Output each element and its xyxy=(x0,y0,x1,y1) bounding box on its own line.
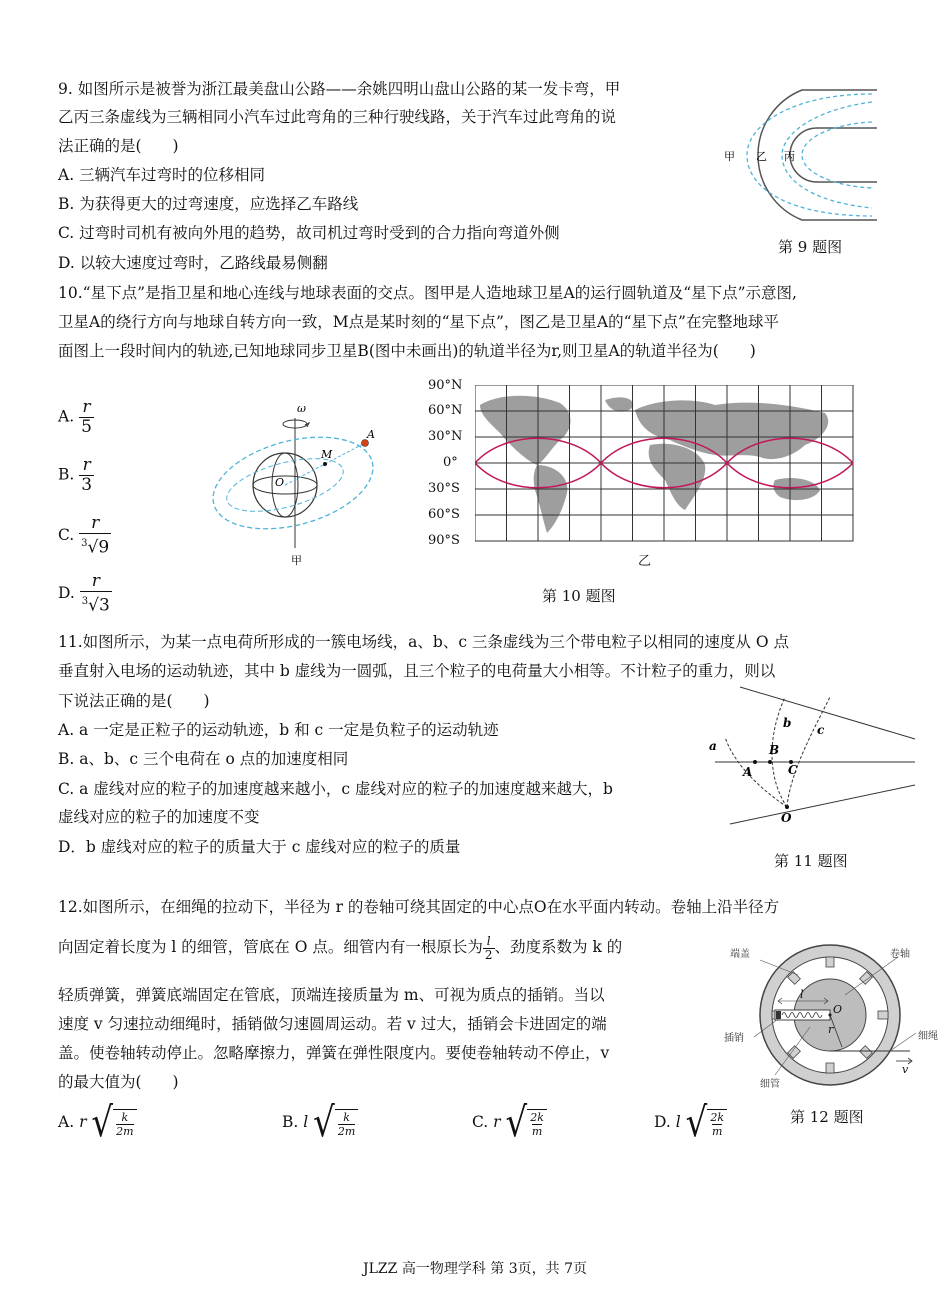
label-point-b: B xyxy=(769,743,780,757)
q10-caption: 第 10 题图 xyxy=(542,587,616,605)
label-point-a: A xyxy=(743,765,753,779)
q9-line-3: 法正确的是( ) xyxy=(58,137,179,155)
q10-option-b: B. $\frac{r}{3}$ xyxy=(58,455,93,495)
q11-line-3: 下说法正确的是( ) xyxy=(58,692,210,710)
q10-line-3: 面图上一段时间内的轨迹,已知地球同步卫星B(图中未画出)的轨道半径为r,则卫星A的轨道半径为( ) xyxy=(58,342,756,360)
q9-line-1: 9. 如图所示是被誉为浙江最美盘山公路——余姚四明山盘山公路的某一发卡弯，甲 xyxy=(58,80,621,98)
q12-reel-figure xyxy=(720,935,945,1105)
lat-90n: 90°N xyxy=(428,378,463,393)
q12-option-a: A. r √ k 2m xyxy=(58,1106,137,1140)
lat-60n: 60°N xyxy=(428,403,463,418)
pin xyxy=(776,1011,781,1019)
label-point-c: C xyxy=(788,763,798,777)
label-l: l xyxy=(800,988,804,1001)
label-m: M xyxy=(321,448,333,461)
q10-option-a: A. $\frac{r}{5}$ xyxy=(58,397,92,437)
q10-orbit-figure-jia xyxy=(205,398,395,570)
trajectory-c xyxy=(787,697,830,807)
q9-option-b: B. 为获得更大的过弯速度，应选择乙车路线 xyxy=(58,195,359,213)
label-pin: 插销 xyxy=(724,1033,744,1044)
label-reel: 卷轴 xyxy=(890,949,910,960)
path-yi xyxy=(782,102,872,208)
label-a: A xyxy=(367,428,375,441)
lat-30s: 30°S xyxy=(428,481,460,496)
q12-option-d: D. l √ 2k m xyxy=(654,1106,727,1140)
label-v: v xyxy=(902,1063,909,1076)
label-a-curve: a xyxy=(709,739,717,753)
fig-yi-name: 乙 xyxy=(638,553,652,568)
page-footer: JLZZ 高一物理学科 第 3页，共 7页 xyxy=(363,1261,587,1277)
q10-world-map-figure-yi xyxy=(475,385,855,545)
q12-line-5: 盖。使卷轴转动停止。忽略摩擦力，弹簧在弹性限度内。要使卷轴转动不停止，v xyxy=(58,1044,610,1062)
label-end-cap: 端盖 xyxy=(730,949,750,960)
q12-option-b: B. l √ k 2m xyxy=(282,1106,358,1140)
omega-label: ω xyxy=(297,402,306,415)
q11-line-1: 11.如图所示，为某一点电荷所形成的一簇电场线，a、b、c 三条虚线为三个带电粒子以相同的速度从 O 点 xyxy=(58,633,789,651)
lat-0: 0° xyxy=(443,455,458,470)
q9-caption: 第 9 题图 xyxy=(778,238,843,256)
q12-line-3: 轻质弹簧，弹簧底端固定在管底，顶端连接质量为 m、可视为质点的插销。当以 xyxy=(58,986,605,1004)
q11-caption: 第 11 题图 xyxy=(774,852,848,870)
label-tube: 细管 xyxy=(760,1079,780,1090)
label-o: O xyxy=(833,1003,843,1016)
label-c-curve: c xyxy=(817,723,825,737)
q11-option-c-1: C. a 虚线对应的粒子的加速度越来越小，c 虚线对应的粒子的加速度越来越大，b xyxy=(58,780,613,798)
label-bing: 丙 xyxy=(784,151,795,163)
q12-line-6: 的最大值为( ) xyxy=(58,1073,179,1091)
q10-line-2: 卫星A的绕行方向与地球自转方向一致，M点是某时刻的“星下点”，图乙是卫星A的“星下点”在完整地球平 xyxy=(58,313,779,331)
label-b-curve: b xyxy=(783,716,792,730)
lat-90s: 90°S xyxy=(428,533,460,548)
label-o: O xyxy=(275,476,285,489)
fig-jia-name: 甲 xyxy=(291,555,302,567)
lat-60s: 60°S xyxy=(428,507,460,522)
continents xyxy=(480,396,828,533)
label-jia: 甲 xyxy=(724,151,735,163)
q9-line-2: 乙丙三条虚线为三辆相同小汽车过此弯角的三种行驶线路，关于汽车过此弯角的说 xyxy=(58,108,617,126)
label-yi: 乙 xyxy=(756,151,767,163)
label-r: r xyxy=(828,1023,834,1036)
q12-option-c: C. r √ 2k m xyxy=(472,1106,547,1140)
q12-line-1: 12.如图所示，在细绳的拉动下，半径为 r 的卷轴可绕其固定的中心点O在水平面内转动。卷轴上沿半径方 xyxy=(58,898,780,916)
label-rope: 细绳 xyxy=(918,1031,938,1042)
q12-line-2: 向固定着长度为 l 的细管，管底在 O 点。细管内有一根原长为 $\frac{l}{2}$ 、劲度系数为 k 的 xyxy=(58,933,623,962)
q11-option-b: B. a、b、c 三个电荷在 o 点的加速度相同 xyxy=(58,750,349,768)
q10-option-d: D. $\frac{r}{^3√3}$ xyxy=(58,571,110,616)
q9-option-d: D. 以较大速度过弯时，乙路线最易侧翻 xyxy=(58,254,328,272)
lat-30n: 30°N xyxy=(428,429,463,444)
q12-caption: 第 12 题图 xyxy=(790,1108,864,1126)
q10-option-c: C. $\frac{r}{^3√9}$ xyxy=(58,513,110,558)
q11-line-2: 垂直射入电场的运动轨迹，其中 b 虚线为一圆弧，且三个粒子的电荷量大小相等。不计粒子的重力，则以 xyxy=(58,662,776,680)
q11-field-figure xyxy=(705,682,920,827)
q9-option-c: C. 过弯时司机有被向外甩的趋势，故司机过弯时受到的合力指向弯道外侧 xyxy=(58,224,560,242)
q9-option-a: A. 三辆汽车过弯时的位移相同 xyxy=(58,166,266,184)
q9-hairpin-figure xyxy=(722,80,882,230)
q11-option-c-2: 虚线对应的粒子的加速度不变 xyxy=(58,808,260,826)
label-point-o: O xyxy=(781,811,792,825)
q11-option-a: A. a 一定是正粒子的运动轨迹，b 和 c 一定是负粒子的运动轨迹 xyxy=(58,721,499,739)
q11-option-d: D．b 虚线对应的粒子的质量大于 c 虚线对应的粒子的质量 xyxy=(58,838,461,856)
orbit-ellipse xyxy=(205,421,383,545)
q12-line-4: 速度 v 匀速拉动细绳时，插销做匀速圆周运动。若 v 过大，插销会卡进固定的端 xyxy=(58,1015,607,1033)
q10-line-1: 10.“星下点”是指卫星和地心连线与地球表面的交点。图甲是人造地球卫星A的运行圆轨道及“星下点”示意图, xyxy=(58,284,797,302)
path-bing xyxy=(802,122,872,188)
